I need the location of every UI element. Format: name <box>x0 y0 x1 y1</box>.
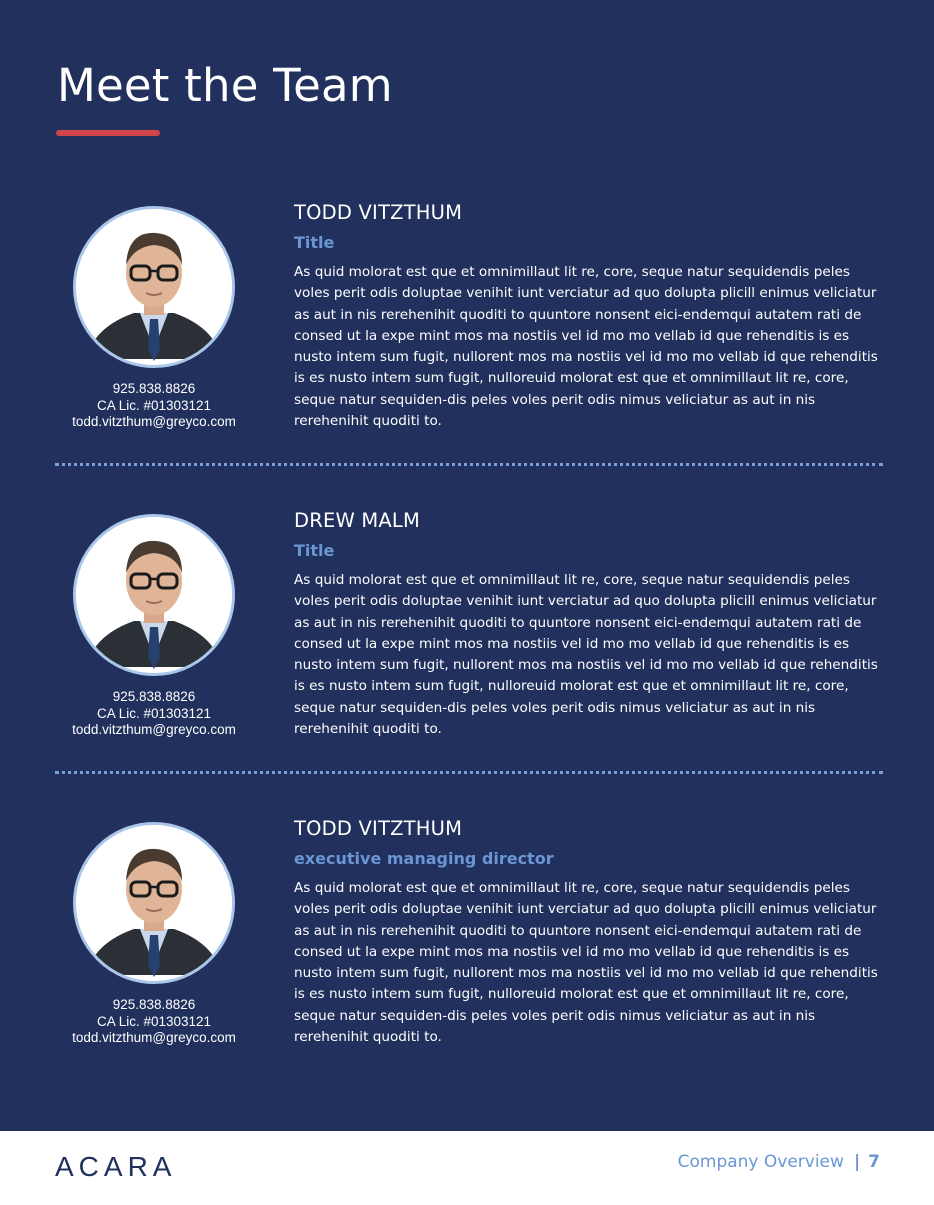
member-title: executive managing director <box>294 849 554 868</box>
acara-logo: ACARA <box>55 1151 177 1182</box>
member-name: DREW MALM <box>294 509 421 532</box>
member-title: Title <box>294 541 335 560</box>
contact-email: todd.vitzthum@greyco.com <box>72 1030 236 1045</box>
dotted-divider <box>55 463 883 466</box>
footer-section-label: Company Overview <box>677 1152 844 1172</box>
contact-info <box>54 997 254 1047</box>
team-member-card <box>0 201 934 456</box>
headshot-image <box>76 209 232 365</box>
page-number: 7 <box>868 1152 880 1172</box>
page-footer <box>678 1151 880 1173</box>
contact-email: todd.vitzthum@greyco.com <box>72 414 236 429</box>
page-title: Meet the Team <box>57 59 393 112</box>
footer-separator: | <box>853 1152 861 1172</box>
member-photo <box>73 206 235 368</box>
contact-info <box>54 381 254 431</box>
contact-license: CA Lic. #01303121 <box>96 705 212 721</box>
contact-phone: 925.838.8826 <box>112 689 196 704</box>
member-name: TODD VITZTHUM <box>294 201 463 224</box>
title-underline <box>56 130 160 136</box>
team-member-card <box>0 509 934 764</box>
member-bio: As quid molorat est que et omnimillaut lit re, core, seque natur sequidendis peles voles perit odis doluptae venihit iunt verciatur ad quo dolupta plicill enimus veliciatur as aut in nis rerehenihit quoditi to quuntore nonsent eici-endemqui autatem rati de consed ut la expe mint mos ma nostiis vel id mo mo vellab id que rehenditis is es nusto intem sum fugit, nullorent mos ma nostiis vel id mo mo vellab id que rehenditis is es nusto intem sum fugit, nulloreuid molorat est que et omnimillaut lit re, core, seque natur sequiden-dis peles voles perit odis nimus veliciatur as aut in nis rerehenihit quoditi to. <box>294 264 878 430</box>
contact-phone: 925.838.8826 <box>112 997 196 1012</box>
contact-phone: 925.838.8826 <box>112 381 196 396</box>
member-name: TODD VITZTHUM <box>294 817 463 840</box>
dotted-divider <box>55 771 883 774</box>
member-photo <box>73 822 235 984</box>
contact-info <box>54 689 254 739</box>
headshot-image <box>76 517 232 673</box>
member-photo <box>73 514 235 676</box>
member-title: Title <box>294 233 335 252</box>
contact-license: CA Lic. #01303121 <box>96 397 212 413</box>
contact-email: todd.vitzthum@greyco.com <box>72 722 236 737</box>
headshot-image <box>76 825 232 981</box>
member-bio: As quid molorat est que et omnimillaut lit re, core, seque natur sequidendis peles voles perit odis doluptae venihit iunt verciatur ad quo dolupta plicill enimus veliciatur as aut in nis rerehenihit quoditi to quuntore nonsent eici-endemqui autatem rati de consed ut la expe mint mos ma nostiis vel id mo mo vellab id que rehenditis is es nusto intem sum fugit, nullorent mos ma nostiis vel id mo mo vellab id que rehenditis is es nusto intem sum fugit, nulloreuid molorat est que et omnimillaut lit re, core, seque natur sequiden-dis peles voles perit odis nimus veliciatur as aut in nis rerehenihit quoditi to. <box>294 880 878 1046</box>
team-member-card <box>0 817 934 1072</box>
contact-license: CA Lic. #01303121 <box>96 1013 212 1029</box>
member-bio: As quid molorat est que et omnimillaut lit re, core, seque natur sequidendis peles voles perit odis doluptae venihit iunt verciatur ad quo dolupta plicill enimus veliciatur as aut in nis rerehenihit quoditi to quuntore nonsent eici-endemqui autatem rati de consed ut la expe mint mos ma nostiis vel id mo mo vellab id que rehenditis is es nusto intem sum fugit, nullorent mos ma nostiis vel id mo mo vellab id que rehenditis is es nusto intem sum fugit, nulloreuid molorat est que et omnimillaut lit re, core, seque natur sequiden-dis peles voles perit odis nimus veliciatur as aut in nis rerehenihit quoditi to. <box>294 572 878 738</box>
